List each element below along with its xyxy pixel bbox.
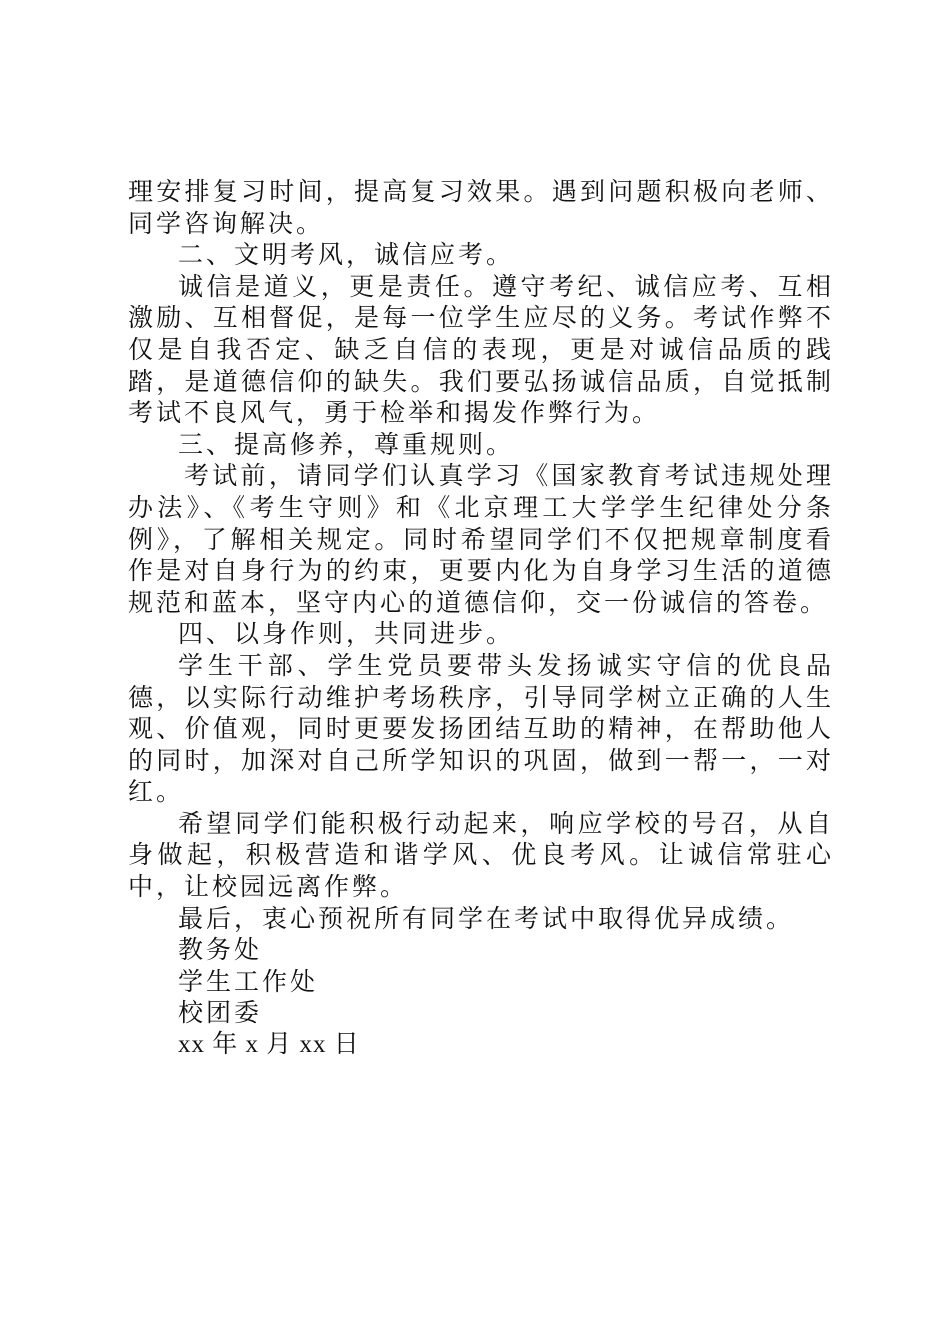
document-date: xx 年 x 月 xx 日 bbox=[178, 1031, 360, 1059]
paragraph-leadership: 学生干部、学生党员要带头发扬诚实守信的优良品德，以实际行动维护考场秩序，引导同学树立正确的人生观、价值观，同时更要发扬团结互助的精神，在帮助他人的同时，加深对自己所学知识的巩固，做到一帮一，一对红。 bbox=[128, 650, 834, 807]
paragraph-integrity: 诚信是道义，更是责任。遵守考纪、诚信应考、互相激励、互相督促，是每一位学生应尽的义务。考试作弊不仅是自我否定、缺乏自信的表现，更是对诚信品质的践踏，是道德信仰的缺失。我们要弘扬诚信品质，自觉抵制考试不良风气，勇于检举和揭发作弊行为。 bbox=[128, 271, 834, 428]
signature-academic-affairs: 教务处 bbox=[178, 935, 263, 965]
paragraph-closing-wish: 最后，衷心预祝所有同学在考试中取得优异成绩。 bbox=[178, 903, 795, 933]
signature-student-affairs: 学生工作处 bbox=[178, 966, 319, 996]
paragraph-call-to-action: 希望同学们能积极行动起来，响应学校的号召，从自身做起，积极营造和谐学风、优良考风。让诚信常驻心中，让校园远离作弊。 bbox=[128, 808, 834, 902]
section-heading-2: 二、文明考风，诚信应考。 bbox=[178, 240, 515, 270]
section-heading-4: 四、以身作则，共同进步。 bbox=[178, 619, 515, 649]
paragraph-continuation: 理安排复习时间，提高复习效果。遇到问题积极向老师、同学咨询解决。 bbox=[128, 177, 834, 238]
section-heading-3: 三、提高修养，尊重规则。 bbox=[178, 429, 515, 459]
signature-youth-league: 校团委 bbox=[178, 998, 263, 1028]
document-body bbox=[128, 176, 834, 1061]
paragraph-rules: 考试前，请同学们认真学习《国家教育考试违规处理办法》、《考生守则》和《北京理工大学学生纪律处分条例》，了解相关规定。同时希望同学们不仅把规章制度看作是对自身行为的约束，更要内化为自身学习生活的道德规范和蓝本，坚守内心的道德信仰，交一份诚信的答卷。 bbox=[128, 461, 834, 617]
